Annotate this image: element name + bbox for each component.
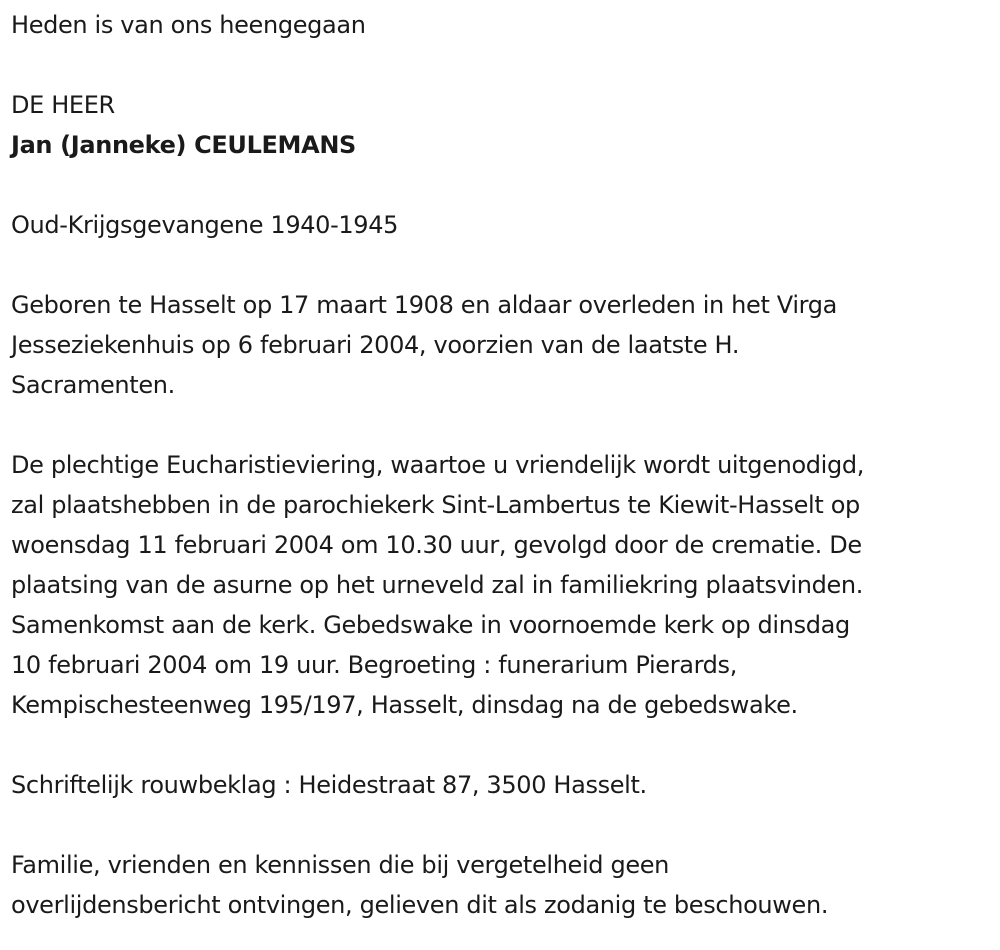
ceremony-paragraph: [11, 445, 1000, 725]
birth-death-paragraph: [11, 285, 1000, 405]
birth-death-line: Jesseziekenhuis op 6 februari 2004, voorzien van de laatste H.: [11, 331, 740, 359]
subtitle: Oud-Krijgsgevangene 1940-1945: [11, 211, 399, 239]
closing-paragraph: [11, 845, 1000, 925]
ceremony-line: 10 februari 2004 om 19 uur. Begroeting : funerarium Pierards,: [11, 651, 737, 679]
title-prefix: DE HEER: [11, 91, 115, 119]
spacer: [11, 805, 1000, 845]
spacer: [11, 45, 1000, 85]
spacer: [11, 165, 1000, 205]
spacer: [11, 725, 1000, 765]
condolence-address: Schriftelijk rouwbeklag : Heidestraat 87, 3500 Hasselt.: [11, 771, 647, 799]
ceremony-line: Kempischesteenweg 195/197, Hasselt, dinsdag na de gebedswake.: [11, 691, 798, 719]
spacer: [11, 245, 1000, 285]
birth-death-line: Sacramenten.: [11, 371, 175, 399]
ceremony-line: zal plaatshebben in de parochiekerk Sint-Lambertus te Kiewit-Hasselt op: [11, 491, 860, 519]
birth-death-line: Geboren te Hasselt op 17 maart 1908 en aldaar overleden in het Virga: [11, 291, 837, 319]
deceased-name: Jan (Janneke) CEULEMANS: [11, 131, 356, 159]
ceremony-line: plaatsing van de asurne op het urneveld zal in familiekring plaatsvinden.: [11, 571, 864, 599]
closing-line: Familie, vrienden en kennissen die bij vergetelheid geen: [11, 851, 670, 879]
ceremony-line: Samenkomst aan de kerk. Gebedswake in voornoemde kerk op dinsdag: [11, 611, 850, 639]
ceremony-line: De plechtige Eucharistieviering, waartoe u vriendelijk wordt uitgenodigd,: [11, 451, 865, 479]
closing-line: overlijdensbericht ontvingen, gelieven dit als zodanig te beschouwen.: [11, 891, 829, 919]
ceremony-line: woensdag 11 februari 2004 om 10.30 uur, gevolgd door de crematie. De: [11, 531, 862, 559]
intro-text: Heden is van ons heengegaan: [11, 11, 366, 39]
spacer: [11, 405, 1000, 445]
